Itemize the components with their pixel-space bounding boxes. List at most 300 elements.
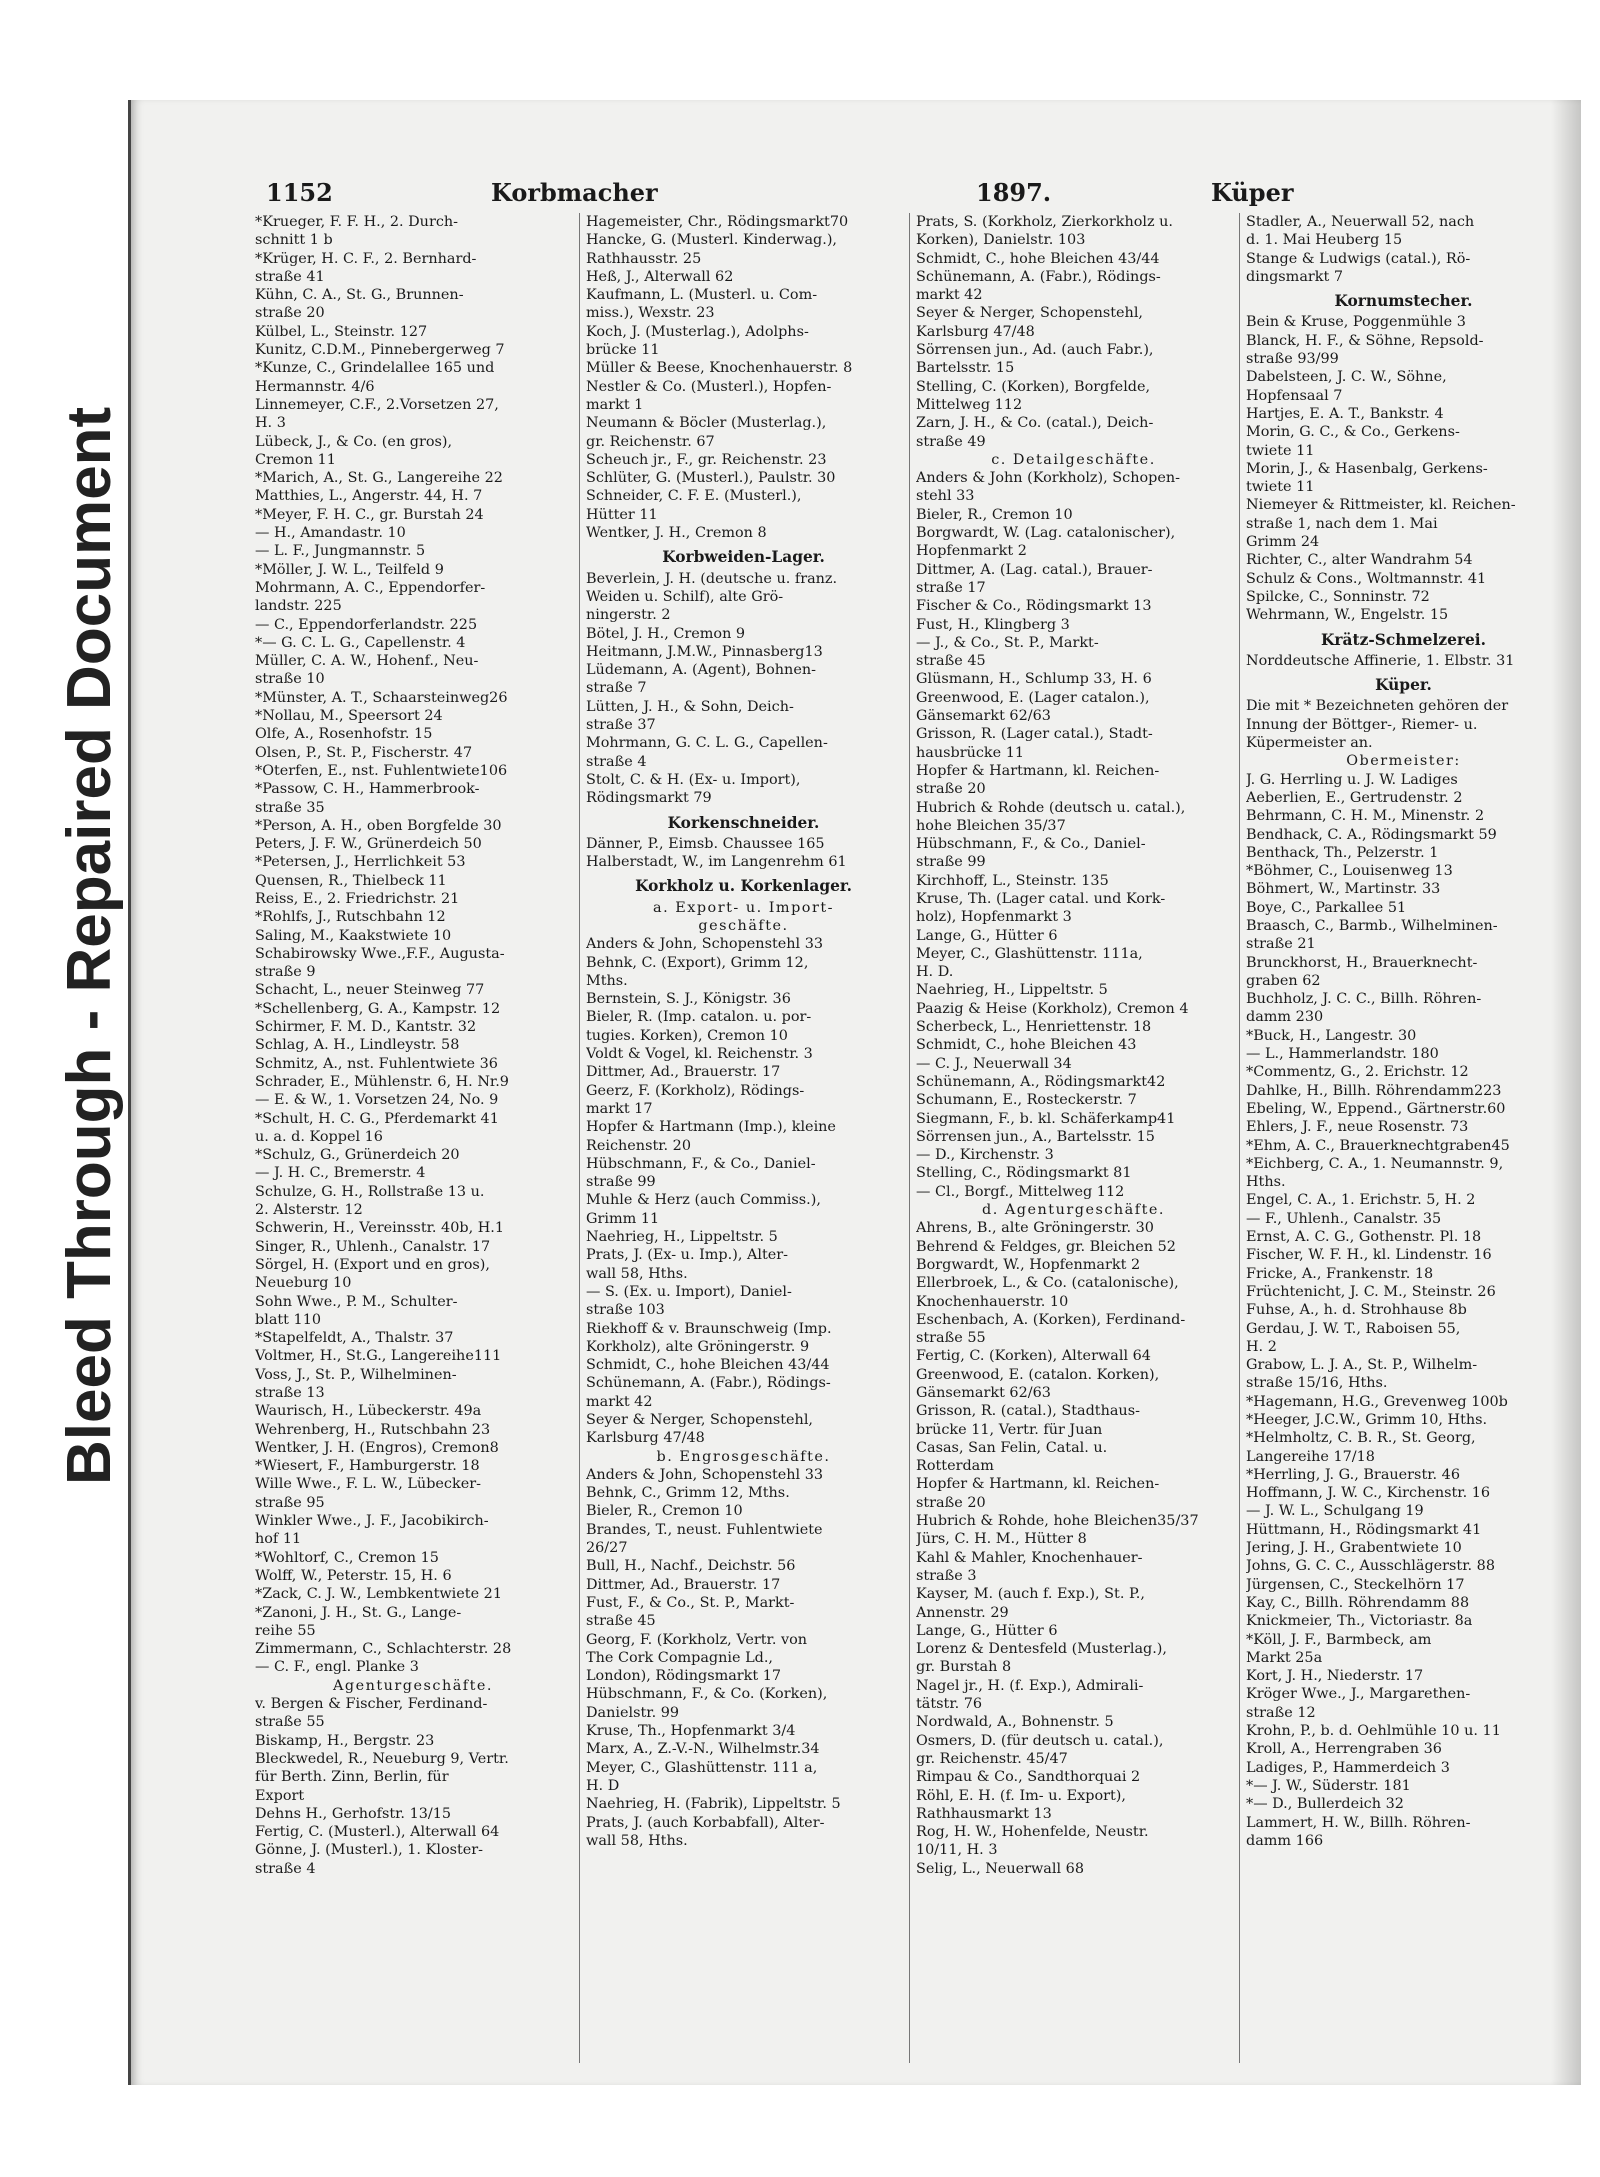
directory-entry: Wehrmann, W., Engelstr. 15 (1246, 607, 1449, 624)
directory-entry: Linnemeyer, C.F., 2.Vorsetzen 27, (255, 396, 499, 413)
directory-entry: Meyer, C., Glashüttenstr. 111 a, (586, 1759, 818, 1776)
directory-entry: Matthies, L., Angerstr. 44, H. 7 (255, 488, 483, 505)
directory-entry: Mohrmann, A. C., Eppendorfer- (255, 579, 486, 596)
directory-entry: Marx, A., Z.-V.-N., Wilhelmstr.34 (586, 1741, 820, 1758)
directory-entry: Siegmann, F., b. kl. Schäferkamp41 (916, 1110, 1176, 1127)
directory-entry: *Schellenberg, G. A., Kampstr. 12 (255, 1000, 501, 1017)
bleed-through-label: Bleed Through - Repaired Document (55, 406, 124, 1485)
directory-entry: d. 1. Mai Heuberg 15 (1246, 232, 1403, 249)
directory-entry: *Wohltorf, C., Cremon 15 (255, 1549, 439, 1566)
left-running-title: Korbmacher (491, 178, 658, 207)
directory-entry: straße 55 (916, 1330, 986, 1347)
directory-entry: Glüsmann, H., Schlump 33, H. 6 (916, 671, 1152, 688)
directory-entry: *— J. W., Süderstr. 181 (1246, 1777, 1411, 1794)
directory-entry: Hoffmann, J. W. C., Kirchenstr. 16 (1246, 1485, 1491, 1502)
directory-entry: wall 58, Hths. (586, 1832, 688, 1849)
directory-entry: Knickmeier, Th., Victoriastr. 8a (1246, 1613, 1473, 1630)
directory-entry: Behrmann, C. H. M., Minenstr. 2 (1246, 808, 1485, 825)
directory-entry: Kruse, Th., Hopfenmarkt 3/4 (586, 1723, 796, 1740)
section-heading: Küper. (1375, 676, 1432, 695)
directory-entry: *Buck, H., Langestr. 30 (1246, 1027, 1417, 1044)
directory-entry: *Wiesert, F., Hamburgerstr. 18 (255, 1458, 480, 1475)
directory-entry: Kroll, A., Herrengraben 36 (1246, 1741, 1442, 1758)
directory-entry: Hubrich & Rohde, hohe Bleichen35/37 (916, 1513, 1199, 1530)
directory-entry: Zimmermann, C., Schlachterstr. 28 (255, 1641, 512, 1658)
directory-entry: Schmidt, C., hohe Bleichen 43/44 (916, 250, 1160, 267)
directory-entry: Sörrensen jun., A., Bartelsstr. 15 (916, 1128, 1155, 1145)
directory-entry: Scheuch jr., F., gr. Reichenstr. 23 (586, 451, 827, 468)
directory-entry: Dittmer, Ad., Brauerstr. 17 (586, 1064, 781, 1081)
directory-entry: — C., Eppendorferlandstr. 225 (255, 616, 478, 633)
directory-entry: *Schult, H. C. G., Pferdemarkt 41 (255, 1110, 499, 1127)
directory-entry: Olfe, A., Rosenhofstr. 15 (255, 726, 433, 743)
directory-entry: Naehrieg, H., Lippeltstr. 5 (916, 982, 1108, 999)
directory-entry: Riekhoff & v. Braunschweig (Imp. (586, 1320, 832, 1337)
right-running-title: Küper (1211, 178, 1294, 207)
directory-entry: tätstr. 76 (916, 1696, 983, 1713)
directory-entry: damm 166 (1246, 1832, 1324, 1849)
directory-entry: Anders & John, Schopenstehl 33 (586, 936, 824, 953)
directory-entry: straße 21 (1246, 936, 1316, 953)
directory-entry: Grabow, L. J. A., St. P., Wilhelm- (1246, 1357, 1478, 1374)
directory-entry: *Person, A. H., oben Borgfelde 30 (255, 817, 502, 834)
directory-entry: Quensen, R., Thielbeck 11 (255, 872, 447, 889)
directory-entry: Kaufmann, L. (Musterl. u. Com- (586, 287, 818, 304)
directory-entry: Ahrens, B., alte Gröningerstr. 30 (916, 1220, 1154, 1237)
directory-entry: Hopfenmarkt 2 (916, 543, 1027, 560)
directory-entry: *Meyer, F. H. C., gr. Burstah 24 (255, 506, 484, 523)
directory-entry: *Nollau, M., Speersort 24 (255, 708, 443, 725)
directory-entry: — E. & W., 1. Vorsetzen 24, No. 9 (255, 1092, 499, 1109)
directory-entry: Früchtenicht, J. C. M., Steinstr. 26 (1246, 1283, 1496, 1300)
directory-entry: Müller, C. A. W., Hohenf., Neu- (255, 653, 479, 670)
directory-entry: Greenwood, E. (catalon. Korken), (916, 1366, 1160, 1383)
directory-entry: Borgwardt, W., Hopfenmarkt 2 (916, 1256, 1141, 1273)
directory-entry: Kay, C., Billh. Röhrendamm 88 (1246, 1594, 1470, 1611)
directory-entry: Hubrich & Rohde (deutsch u. catal.), (916, 799, 1186, 816)
directory-entry: Seyer & Nerger, Schopenstehl, (916, 305, 1143, 322)
subsection-heading: b. Engrosgeschäfte. (656, 1448, 831, 1465)
directory-entry: Neumann & Böcler (Musterlag.), (586, 415, 827, 432)
directory-entry: straße 20 (255, 305, 325, 322)
column-2 (579, 213, 909, 2063)
directory-entry: Schneider, C. F. E. (Musterl.), (586, 488, 802, 505)
directory-entry: Sohn Wwe., P. M., Schulter- (255, 1293, 458, 1310)
directory-entry: Niemeyer & Rittmeister, kl. Reichen- (1246, 497, 1516, 514)
directory-entry: Bartelsstr. 15 (916, 360, 1015, 377)
page-header (251, 178, 1361, 214)
directory-entry: — Cl., Borgf., Mittelweg 112 (916, 1183, 1125, 1200)
directory-entry: Langereihe 17/18 (1246, 1448, 1375, 1465)
directory-entry: Jürgensen, C., Steckelhörn 17 (1246, 1576, 1465, 1593)
directory-entry: Kunitz, C.D.M., Pinnebergerweg 7 (255, 342, 505, 359)
directory-entry: Schünemann, A. (Fabr.), Rödings- (586, 1375, 831, 1392)
directory-entry: Wehrenberg, H., Rutschbahn 23 (255, 1421, 491, 1438)
directory-entry: Engel, C. A., 1. Erichstr. 5, H. 2 (1246, 1192, 1476, 1209)
directory-entry: Hübschmann, F., & Co. (Korken), (586, 1686, 828, 1703)
directory-entry: Grisson, R. (catal.), Stadthaus- (916, 1403, 1140, 1420)
directory-entry: Ernst, A. C. G., Gothenstr. Pl. 18 (1246, 1229, 1482, 1246)
directory-entry: Buchholz, J. C. C., Billh. Röhren- (1246, 991, 1482, 1008)
directory-entry: Ehlers, J. F., neue Rosenstr. 73 (1246, 1119, 1469, 1136)
directory-entry: Schünemann, A. (Fabr.), Rödings- (916, 268, 1161, 285)
directory-entry: Mittelweg 112 (916, 396, 1023, 413)
directory-entry: Dabelsteen, J. C. W., Söhne, (1246, 369, 1447, 386)
directory-entry: Schulz & Cons., Woltmannstr. 41 (1246, 570, 1487, 587)
directory-entry: Grimm 24 (1246, 534, 1320, 551)
directory-entry: Lübeck, J., & Co. (en gros), (255, 433, 453, 450)
directory-entry: damm 230 (1246, 1009, 1324, 1026)
directory-entry: Bein & Kruse, Poggenmühle 3 (1246, 314, 1466, 331)
directory-entry: Gönne, J. (Musterl.), 1. Kloster- (255, 1842, 484, 1859)
directory-entry: Beverlein, J. H. (deutsche u. franz. (586, 570, 838, 587)
directory-entry: Röhl, E. H. (f. Im- u. Export), (916, 1787, 1126, 1804)
directory-entry: Rödingsmarkt 79 (586, 790, 712, 807)
directory-entry: Heß, J., Alterwall 62 (586, 268, 734, 285)
directory-entry: straße 4 (255, 1860, 316, 1877)
directory-entry: Prats, J. (auch Korbabfall), Alter- (586, 1814, 825, 1831)
directory-entry: *Passow, C. H., Hammerbrook- (255, 781, 480, 798)
directory-entry: London), Rödingsmarkt 17 (586, 1668, 782, 1685)
section-heading: Korkenschneider. (667, 813, 820, 832)
directory-entry: *Eichberg, C. A., 1. Neumannstr. 9, (1246, 1155, 1504, 1172)
directory-entry: *Helmholtz, C. B. R., St. Georg, (1246, 1430, 1476, 1447)
directory-entry: Korkholz), alte Gröningerstr. 9 (586, 1338, 810, 1355)
directory-entry: Heitmann, J.M.W., Pinnasberg13 (586, 643, 823, 660)
directory-entry: Nagel jr., H. (f. Exp.), Admirali- (916, 1677, 1144, 1694)
directory-entry: Sörgel, H. (Export und en gros), (255, 1256, 490, 1273)
directory-entry: landstr. 225 (255, 598, 342, 615)
directory-entry: — C. F., engl. Planke 3 (255, 1659, 419, 1676)
directory-entry: Schirmer, F. M. D., Kantstr. 32 (255, 1019, 477, 1036)
directory-entry: — D., Kirchenstr. 3 (916, 1147, 1054, 1164)
directory-entry: Hopfensaal 7 (1246, 387, 1343, 404)
directory-entry: Schmidt, C., hohe Bleichen 43/44 (586, 1357, 830, 1374)
directory-entry: *Köll, J. F., Barmbeck, am (1246, 1631, 1432, 1648)
directory-entry: Rimpau & Co., Sandthorquai 2 (916, 1769, 1141, 1786)
subsection-heading: c. Detailgeschäfte. (991, 451, 1156, 468)
directory-entry: Schlag, A. H., Lindleystr. 58 (255, 1037, 460, 1054)
directory-entry: Rotterdam (916, 1458, 994, 1475)
directory-entry: *Petersen, J., Herrlichkeit 53 (255, 854, 466, 871)
directory-entry: Nordwald, A., Bohnenstr. 5 (916, 1714, 1114, 1731)
directory-entry: Jering, J. H., Grabentwiete 10 (1246, 1540, 1462, 1557)
directory-entry: Kühn, C. A., St. G., Brunnen- (255, 287, 464, 304)
directory-entry: straße 103 (586, 1302, 665, 1319)
directory-entry: Geerz, F. (Korkholz), Rödings- (586, 1082, 805, 1099)
subsection-heading: a. Export- u. Import- (653, 899, 834, 916)
directory-entry: 26/27 (586, 1540, 628, 1557)
directory-entry: u. a. d. Koppel 16 (255, 1128, 383, 1145)
directory-entry: Schumann, E., Rosteckerstr. 7 (916, 1092, 1137, 1109)
directory-entry: Spilcke, C., Sonninstr. 72 (1246, 588, 1430, 605)
column-1 (249, 213, 579, 2063)
directory-entry: miss.), Wexstr. 23 (586, 305, 715, 322)
subsection-heading: Agenturgeschäfte. (332, 1677, 494, 1694)
scanned-page (128, 100, 1581, 2085)
directory-entry: Kruse, Th. (Lager catal. und Kork- (916, 890, 1166, 907)
directory-entry: Neueburg 10 (255, 1275, 352, 1292)
directory-entry: Voldt & Vogel, kl. Reichenstr. 3 (586, 1046, 813, 1063)
directory-entry: straße 55 (255, 1714, 325, 1731)
directory-entry: Dänner, P., Eimsb. Chaussee 165 (586, 835, 825, 852)
directory-entry: Norddeutsche Affinerie, 1. Elbstr. 31 (1246, 652, 1515, 669)
directory-entry: dingsmarkt 7 (1246, 268, 1344, 285)
directory-entry: Benthack, Th., Pelzerstr. 1 (1246, 844, 1439, 861)
directory-entry: *Zack, C. J. W., Lembkentwiete 21 (255, 1586, 502, 1603)
directory-entry: Kirchhoff, L., Steinstr. 135 (916, 872, 1109, 889)
directory-entry: Rathhausmarkt 13 (916, 1805, 1052, 1822)
subsection-heading: d. Agenturgeschäfte. (982, 1202, 1165, 1219)
directory-entry: Stelling, C. (Korken), Borgfelde, (916, 378, 1151, 395)
directory-entry: für Berth. Zinn, Berlin, für (255, 1769, 449, 1786)
directory-entry: straße 7 (586, 680, 647, 697)
directory-entry: — F., Uhlenh., Canalstr. 35 (1246, 1210, 1442, 1227)
directory-entry: — H., Amandastr. 10 (255, 525, 406, 542)
directory-entry: Hths. (1246, 1174, 1286, 1191)
directory-entry: Wentker, J. H., Cremon 8 (586, 525, 767, 542)
directory-entry: tugies. Korken), Cremon 10 (586, 1027, 788, 1044)
directory-entry: markt 42 (586, 1393, 653, 1410)
directory-entry: *Marich, A., St. G., Langereihe 22 (255, 470, 503, 487)
directory-entry: Stange & Ludwigs (catal.), Rö- (1246, 250, 1471, 267)
directory-entry: Peters, J. F. W., Grünerdeich 50 (255, 836, 482, 853)
directory-entry: Anders & John (Korkholz), Schopen- (916, 470, 1180, 487)
directory-entry: Hopfer & Hartmann, kl. Reichen- (916, 1476, 1160, 1493)
directory-entry: Naehrieg, H. (Fabrik), Lippeltstr. 5 (586, 1796, 841, 1813)
directory-entry: Karlsburg 47/48 (916, 323, 1035, 340)
directory-entry: Danielstr. 99 (586, 1704, 680, 1721)
directory-entry: straße 20 (916, 781, 986, 798)
directory-entry: H. 3 (255, 415, 286, 432)
directory-entry: graben 62 (1246, 972, 1321, 989)
directory-entry: Dittmer, Ad., Brauerstr. 17 (586, 1576, 781, 1593)
directory-entry: H. D. (916, 964, 954, 981)
directory-entry: straße 17 (916, 579, 986, 596)
directory-entry: markt 1 (586, 396, 644, 413)
directory-entry: Behrend & Feldges, gr. Bleichen 52 (916, 1238, 1176, 1255)
directory-entry: *Böhmer, C., Louisenweg 13 (1246, 863, 1453, 880)
directory-entry: *Herrling, J. G., Brauerstr. 46 (1246, 1466, 1460, 1483)
directory-entry: H. 2 (1246, 1338, 1277, 1355)
directory-entry: straße 45 (586, 1613, 656, 1630)
directory-entry: hof 11 (255, 1531, 302, 1548)
directory-entry: Grimm 11 (586, 1210, 660, 1227)
directory-entry: twiete 11 (1246, 479, 1315, 496)
directory-entry: Bieler, R. (Imp. catalon. u. por- (586, 1009, 812, 1026)
directory-entry: Kort, J. H., Niederstr. 17 (1246, 1668, 1424, 1685)
directory-entry: gr. Burstah 8 (916, 1659, 1012, 1676)
directory-entry: Schulze, G. H., Rollstraße 13 u. (255, 1183, 485, 1200)
directory-entry: Bötel, J. H., Cremon 9 (586, 625, 746, 642)
directory-entry: Casas, San Felin, Catal. u. (916, 1439, 1108, 1456)
directory-entry: Waurisch, H., Lübeckerstr. 49a (255, 1403, 482, 1420)
directory-entry: Fust, F., & Co., St. P., Markt- (586, 1594, 795, 1611)
directory-entry: — L., Hammerlandstr. 180 (1246, 1046, 1439, 1063)
directory-entry: Markt 25a (1246, 1649, 1323, 1666)
directory-entry: straße 12 (1246, 1704, 1316, 1721)
directory-entry: *Heeger, J.C.W., Grimm 10, Hths. (1246, 1412, 1488, 1428)
section-heading: Korkholz u. Korkenlager. (635, 877, 852, 896)
directory-entry: Ellerbroek, L., & Co. (catalonische), (916, 1275, 1179, 1292)
directory-entry: Sörrensen jun., Ad. (auch Fabr.), (916, 342, 1154, 359)
directory-entry: Fust, H., Klingberg 3 (916, 616, 1070, 633)
directory-entry: *Stapelfeldt, A., Thalstr. 37 (255, 1330, 454, 1347)
directory-entry: Grisson, R. (Lager catal.), Stadt- (916, 726, 1153, 743)
directory-entry: Voltmer, H., St.G., Langereihe111 (255, 1348, 502, 1365)
directory-entry: Reichenstr. 20 (586, 1137, 691, 1154)
directory-entry: straße 10 (255, 671, 325, 688)
directory-entry: Lüdemann, A. (Agent), Bohnen- (586, 662, 816, 679)
directory-entry: markt 42 (916, 287, 983, 304)
directory-entry: Johns, G. C. C., Ausschlägerstr. 88 (1246, 1558, 1495, 1575)
directory-entry: — C. J., Neuerwall 34 (916, 1055, 1072, 1072)
directory-entry: gr. Reichenstr. 45/47 (916, 1750, 1068, 1767)
directory-entry: straße 93/99 (1246, 351, 1339, 368)
directory-entry: 10/11, H. 3 (916, 1842, 998, 1859)
directory-entry: *— D., Bullerdeich 32 (1246, 1796, 1404, 1813)
directory-entry: Morin, J., & Hasenbalg, Gerkens- (1246, 460, 1488, 477)
directory-entry: Fertig, C. (Korken), Alterwall 64 (916, 1348, 1151, 1365)
directory-entry: v. Bergen & Fischer, Ferdinand- (255, 1696, 488, 1713)
directory-entry: Hermannstr. 4/6 (255, 378, 375, 395)
directory-entry: *Krüger, H. C. F., 2. Bernhard- (255, 250, 477, 267)
directory-entry: Bull, H., Nachf., Deichstr. 56 (586, 1558, 796, 1575)
directory-entry: Ebeling, W., Eppend., Gärtnerstr.60 (1246, 1100, 1506, 1117)
column-4 (1239, 213, 1569, 2063)
directory-entry: straße 4 (586, 753, 647, 770)
directory-entry: Richter, C., alter Wandrahm 54 (1246, 552, 1473, 569)
section-heading: Kornumstecher. (1334, 292, 1473, 311)
directory-entry: holz), Hopfenmarkt 3 (916, 909, 1072, 926)
directory-entry: markt 17 (586, 1100, 653, 1117)
directory-entry: Dittmer, A. (Lag. catal.), Brauer- (916, 561, 1153, 578)
directory-entry: Selig, L., Neuerwall 68 (916, 1860, 1084, 1877)
directory-entry: straße 35 (255, 799, 325, 816)
directory-entry: Blanck, H. F., & Söhne, Repsold- (1246, 332, 1484, 349)
directory-entry: Wolff, W., Peterstr. 15, H. 6 (255, 1567, 452, 1584)
directory-entry: *Hagemann, H.G., Grevenweg 100b (1246, 1393, 1508, 1410)
directory-entry: ningerstr. 2 (586, 607, 671, 624)
directory-entry: gr. Reichenstr. 67 (586, 433, 715, 450)
directory-entry: Fertig, C. (Musterl.), Alterwall 64 (255, 1824, 500, 1841)
directory-entry: Braasch, C., Barmb., Wilhelminen- (1246, 917, 1498, 934)
directory-entry: *Schulz, G., Grünerdeich 20 (255, 1147, 460, 1164)
directory-entry: The Cork Compagnie Ld., (586, 1649, 774, 1666)
directory-entry: Bendhack, C. A., Rödingsmarkt 59 (1246, 826, 1497, 843)
directory-entry: hohe Bleichen 35/37 (916, 817, 1066, 834)
directory-entry: straße 3 (916, 1567, 977, 1584)
directory-entry: straße 13 (255, 1385, 325, 1401)
directory-entry: Fuhse, A., h. d. Strohhause 8b (1246, 1302, 1467, 1319)
directory-entry: Koch, J. (Musterlag.), Adolphs- (586, 323, 809, 340)
directory-entry: Knochenhauerstr. 10 (916, 1293, 1069, 1310)
page-number: 1152 (266, 178, 333, 207)
directory-entry: *Kunze, C., Grindelallee 165 und (255, 360, 495, 377)
directory-entry: reihe 55 (255, 1622, 316, 1639)
directory-entry: *Münster, A. T., Schaarsteinweg26 (255, 689, 508, 706)
directory-entry: Stolt, C. & H. (Ex- u. Import), (586, 771, 801, 788)
directory-entry: wall 58, Hths. (586, 1265, 688, 1282)
directory-entry: blatt 110 (255, 1311, 322, 1328)
directory-entry: 2. Alsterstr. 12 (255, 1202, 363, 1219)
directory-entry: Krohn, P., b. d. Oehlmühle 10 u. 11 (1246, 1723, 1501, 1740)
directory-entry: Hüttmann, H., Rödingsmarkt 41 (1246, 1521, 1482, 1538)
directory-entry: brücke 11 (586, 342, 660, 359)
directory-entry: schnitt 1 b (255, 232, 333, 249)
directory-entry: Weiden u. Schilf), alte Grö- (586, 588, 784, 605)
directory-entry: Zarn, J. H., & Co. (catal.), Deich- (916, 415, 1154, 432)
directory-entry: J. G. Herrling u. J. W. Ladiges (1246, 771, 1458, 788)
directory-entry: Schlüter, G. (Musterl.), Paulstr. 30 (586, 470, 836, 487)
directory-entry: *— G. C. L. G., Capellenstr. 4 (255, 634, 466, 651)
directory-entry: Fischer & Co., Rödingsmarkt 13 (916, 598, 1152, 615)
directory-entry: Stadler, A., Neuerwall 52, nach (1246, 214, 1475, 230)
directory-entry: Singer, R., Uhlenh., Canalstr. 17 (255, 1238, 491, 1255)
directory-entry: Winkler Wwe., J. F., Jacobikirch- (255, 1513, 489, 1530)
directory-entry: Eschenbach, A. (Korken), Ferdinand- (916, 1311, 1186, 1328)
directory-entry: Brunckhorst, H., Brauerknecht- (1246, 954, 1478, 971)
directory-entry: Cremon 11 (255, 451, 336, 468)
directory-entry: Bieler, R., Cremon 10 (916, 506, 1073, 523)
directory-entry: Jürs, C. H. M., Hütter 8 (916, 1531, 1087, 1548)
directory-entry: Hübschmann, F., & Co., Daniel- (916, 836, 1146, 853)
directory-entry: Prats, S. (Korkholz, Zierkorkholz u. (916, 214, 1173, 230)
directory-entry: Hartjes, E. A. T., Bankstr. 4 (1246, 405, 1444, 422)
directory-entry: Lange, G., Hütter 6 (916, 1622, 1058, 1639)
directory-entry: Fricke, A., Frankenstr. 18 (1246, 1265, 1434, 1282)
directory-entry: Schabirowsky Wwe.,F.F., Augusta- (255, 945, 505, 962)
directory-entry: straße 45 (916, 653, 986, 670)
directory-entry: Borgwardt, W. (Lag. catalonischer), (916, 525, 1176, 542)
directory-entry: Hübschmann, F., & Co., Daniel- (586, 1155, 816, 1172)
directory-entry: Mths. (586, 972, 628, 989)
directory-entry: Halberstadt, W., im Langenrehm 61 (586, 854, 847, 871)
directory-entry: Nestler & Co. (Musterl.), Hopfen- (586, 378, 832, 395)
directory-entry: Hütter 11 (586, 506, 658, 523)
directory-entry: Scherbeck, L., Henriettenstr. 18 (916, 1019, 1152, 1036)
directory-entry: Lütten, J. H., & Sohn, Deich- (586, 698, 794, 715)
directory-entry: Gänsemarkt 62/63 (916, 708, 1051, 725)
directory-entry: Annenstr. 29 (916, 1604, 1009, 1621)
directory-entry: H. D (586, 1777, 620, 1794)
directory-entry: *Ehm, A. C., Brauerknechtgraben45 (1246, 1137, 1510, 1154)
section-heading: Krätz-Schmelzerei. (1321, 630, 1486, 649)
directory-entry: Rathhausstr. 25 (586, 250, 702, 267)
directory-entry: Hopfer & Hartmann (Imp.), kleine (586, 1119, 836, 1136)
directory-entry: Hopfer & Hartmann, kl. Reichen- (916, 762, 1160, 779)
directory-entry: Schmitz, A., nst. Fuhlentwiete 36 (255, 1055, 498, 1072)
directory-entry: Bernstein, S. J., Königstr. 36 (586, 991, 791, 1008)
directory-entry: Osmers, D. (für deutsch u. catal.), (916, 1732, 1164, 1749)
directory-entry: straße 9 (255, 964, 316, 981)
directory-entry: Schmidt, C., hohe Bleichen 43 (916, 1037, 1137, 1054)
directory-entry: Naehrieg, H., Lippeltstr. 5 (586, 1229, 778, 1246)
directory-entry: Bieler, R., Cremon 10 (586, 1503, 743, 1520)
directory-entry: hausbrücke 11 (916, 744, 1025, 761)
directory-entry: straße 49 (916, 433, 986, 450)
directory-entry: Anders & John, Schopenstehl 33 (586, 1466, 824, 1483)
directory-entry: brücke 11, Vertr. für Juan (916, 1421, 1103, 1438)
directory-entry: Muhle & Herz (auch Commiss.), (586, 1192, 821, 1209)
directory-entry: straße 99 (586, 1174, 656, 1191)
directory-entry: Karlsburg 47/48 (586, 1430, 705, 1447)
directory-entry: Lammert, H. W., Billh. Röhren- (1246, 1814, 1471, 1831)
directory-entry: Rog, H. W., Hohenfelde, Neustr. (916, 1824, 1149, 1841)
directory-entry: Behnk, C. (Export), Grimm 12, (586, 954, 809, 971)
directory-entry: Hagemeister, Chr., Rödingsmarkt70 (586, 214, 849, 230)
subsection-heading: geschäfte. (698, 917, 789, 934)
